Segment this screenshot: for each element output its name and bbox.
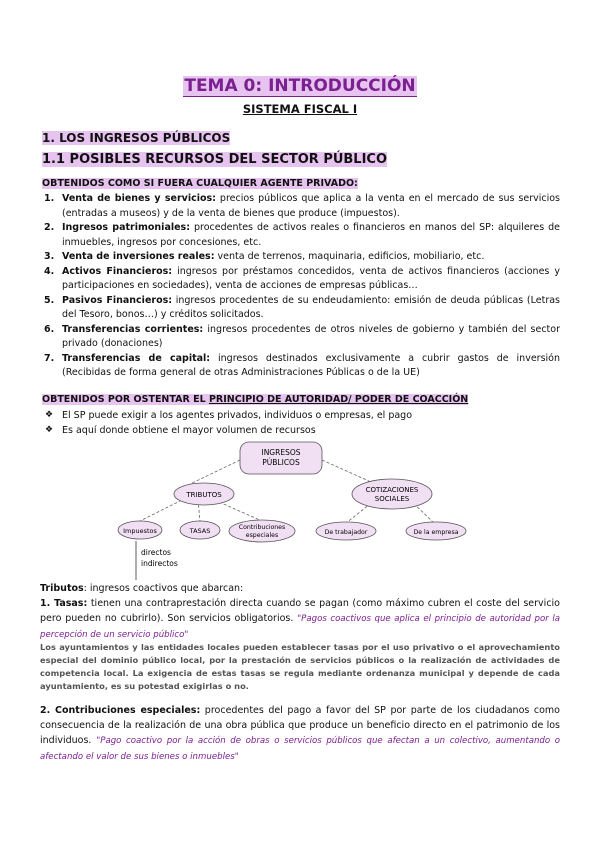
diamond-bullet-icon: ❖ (45, 425, 54, 435)
list-item: ❖ El SP puede exigir a los agentes privados, individuos o empresas, el pago (45, 410, 413, 421)
list-item: 6. Transferencias corrientes: ingresos procedentes de otros niveles de gobierno y también del sector privado (donaciones) (44, 323, 560, 349)
authority-bullets (40, 408, 412, 438)
ayuntamientos-note: Los ayuntamientos y las entidades locales pueden establecer tasas por el uso privativo o el aprovechamiento especial del dominio público local, por la prestación de servicios públicos o la realización de actividades de competencia local. La exigencia de estas tasas se regula mediante ordenanza municipal y depende de cada ayuntamiento, es su potestad exigirlas o no. (40, 642, 560, 691)
section-heading-1: 1. LOS INGRESOS PÚBLICOS (42, 131, 231, 145)
svg-text:INGRESOS: INGRESOS (261, 448, 301, 457)
svg-text:COTIZACIONES: COTIZACIONES (365, 486, 419, 494)
page-title: TEMA 0: INTRODUCCIÓN (184, 76, 416, 96)
diagram-node-contribuciones (229, 520, 295, 542)
svg-text:TASAS: TASAS (189, 527, 211, 535)
diagram-label-directos: directos (141, 548, 171, 557)
group2-heading: OBTENIDOS POR OSTENTAR EL PRINCIPIO DE AUTORIDAD/ PODER DE COACCIÓN (42, 394, 469, 405)
svg-text:De la empresa: De la empresa (413, 529, 459, 536)
svg-text:Contribuciones: Contribuciones (238, 524, 286, 531)
diagram-node-impuestos (118, 521, 162, 539)
list-item: 4. Activos Financieros: ingresos por préstamos concedidos, venta de activos financieros (acciones y participaciones en sociedades), venta de acciones de empresas públicas… (44, 265, 560, 291)
svg-text:Impuestos: Impuestos (123, 527, 157, 535)
contribuciones-paragraph: 2. Contribuciones especiales: procedentes del pago a favor del SP por parte de los ciudadanos como consecuencia de la realización de una obra pública que produce un beneficio directo en el patrimonio de los individuos. "Pago coactivo por la acción de obras o servicios públicos que afectan a un colectivo, aumentando o afectando el valor de sus bienes o inmuebles" (40, 705, 560, 762)
tributos-intro: Tributos: ingresos coactivos que abarcan: (40, 583, 244, 594)
diagram-node-tasas (180, 521, 220, 539)
list-item: 2. Ingresos patrimoniales: procedentes de activos reales o financieros en manos del SP: alquileres de inmuebles, ingresos por concesiones, etc. (44, 222, 560, 248)
list-item: 5. Pasivos Financieros: ingresos procedentes de su endeudamiento: emisión de deuda públicas (Letras del Tesoro, bonos…) y créditos solicitados. (44, 294, 561, 320)
page-subtitle: SISTEMA FISCAL I (242, 102, 358, 116)
private-resources-list (40, 192, 560, 381)
svg-text:SOCIALES: SOCIALES (374, 495, 410, 503)
svg-text:De trabajador: De trabajador (324, 529, 368, 536)
diamond-bullet-icon: ❖ (45, 410, 54, 420)
diagram-node-empresa (406, 522, 466, 540)
list-item: 3. Venta de inversiones reales: venta de terrenos, maquinaria, edificios, mobiliario, etc. (44, 251, 485, 262)
tasas-paragraph: 1. Tasas: tienen una contraprestación directa cuando se pagan (como máximo cubren el coste del servicio pero pueden no cubrirlo). Son servicios obligatorios. "Pagos coactivos que aplica el principio de autoridad por la percepción de un servicio público" (40, 598, 560, 640)
section-heading-1-1: 1.1 POSIBLES RECURSOS DEL SECTOR PÚBLICO (42, 152, 388, 167)
diagram-node-root (240, 442, 322, 474)
svg-text:especiales: especiales (245, 532, 279, 539)
diagram-node-cotizaciones (352, 479, 432, 509)
group1-heading: OBTENIDOS COMO SI FUERA CUALQUIER AGENTE PRIVADO: (42, 178, 358, 189)
diagram-node-trabajador (316, 522, 376, 540)
list-item: 1. Venta de bienes y servicios: precios públicos que aplica a la venta en el mercado de sus servicios (entradas a museos) y de la venta de bienes que produce (impuestos). (44, 193, 560, 219)
diagram-label-indirectos: indirectos (141, 559, 178, 568)
income-diagram (40, 438, 560, 588)
list-item: 7. Transferencias de capital: ingresos destinados exclusivamente a cubrir gastos de inversión (Recibidas de forma general de otras Administraciones Públicas o de la UE) (44, 352, 560, 378)
svg-text:TRIBUTOS: TRIBUTOS (186, 491, 222, 499)
list-item: ❖ Es aquí donde obtiene el mayor volumen de recursos (45, 425, 316, 436)
svg-text:PÚBLICOS: PÚBLICOS (262, 458, 300, 467)
diagram-node-tributos (174, 483, 234, 505)
